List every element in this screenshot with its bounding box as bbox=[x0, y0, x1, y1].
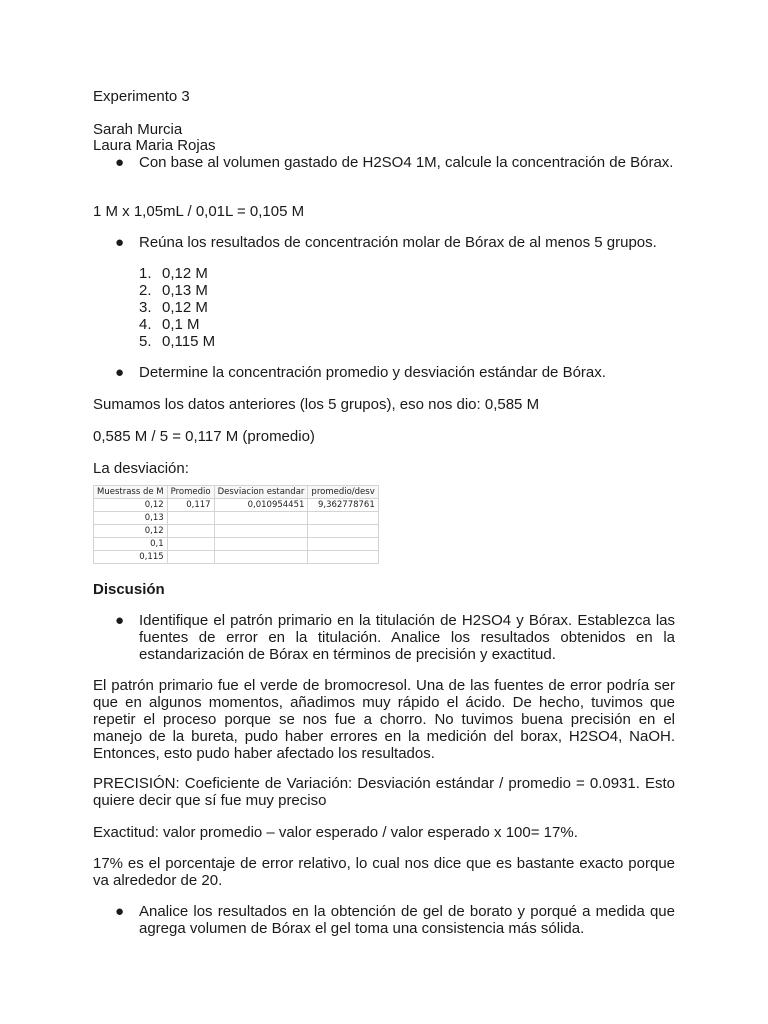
table-row bbox=[94, 499, 379, 512]
table-cell bbox=[214, 525, 308, 538]
calculation-1: 1 M x 1,05mL / 0,01L = 0,105 M bbox=[93, 203, 305, 220]
table-cell bbox=[308, 525, 378, 538]
column-header: Desviacion estandar bbox=[214, 486, 308, 499]
deviation-label: La desviación: bbox=[93, 460, 189, 477]
table-cell: 0,12 bbox=[94, 525, 168, 538]
spreadsheet-table bbox=[93, 485, 379, 564]
question-4-text: Identifique el patrón primario en la titulación de H2SO4 y Bórax. Establezca las fuentes de error en la titulación. Analice los resultados obtenidos en la estandarización de Bórax en términos de precisión y exactitud. bbox=[139, 612, 675, 663]
question-5 bbox=[115, 903, 675, 937]
list-item: 1. 0,12 M bbox=[139, 265, 208, 282]
author-2: Laura Maria Rojas bbox=[93, 137, 216, 154]
column-header: Promedio bbox=[167, 486, 214, 499]
table-cell bbox=[308, 538, 378, 551]
table-row bbox=[94, 512, 379, 525]
table-cell bbox=[308, 551, 378, 564]
table-cell bbox=[167, 525, 214, 538]
question-4 bbox=[115, 612, 675, 663]
table-cell: 0,12 bbox=[94, 499, 168, 512]
author-1: Sarah Murcia bbox=[93, 121, 183, 138]
table-cell bbox=[167, 538, 214, 551]
table-header-row bbox=[94, 486, 379, 499]
table-row bbox=[94, 551, 379, 564]
table-row bbox=[94, 525, 379, 538]
table-cell: 9,362778761 bbox=[308, 499, 378, 512]
paragraph-accuracy: Exactitud: valor promedio – valor esperado / valor esperado x 100= 17%. bbox=[93, 824, 578, 841]
paragraph-primary-pattern: El patrón primario fue el verde de bromocresol. Una de las fuentes de error podría ser que en algunos momentos, añadimos muy rápido el ácido. De hecho, tuvimos que repetir el proceso porque se nos fue a chorro. No tuvimos buena precisión en el manejo de la bureta, pudo haber errores en la medición del borax, H2SO4, NaOH. Entonces, esto pudo haber afectado los resultados. bbox=[93, 677, 675, 762]
table-cell: 0,115 bbox=[94, 551, 168, 564]
question-5-text: Analice los resultados en la obtención de gel de borato y porqué a medida que agrega volumen de Bórax el gel toma una consistencia más sólida. bbox=[139, 903, 675, 937]
table-cell bbox=[214, 551, 308, 564]
table-cell: 0,1 bbox=[94, 538, 168, 551]
bullet-icon: ● bbox=[115, 612, 125, 629]
table-cell bbox=[167, 512, 214, 525]
question-3 bbox=[115, 364, 675, 381]
table-cell: 0,13 bbox=[94, 512, 168, 525]
bullet-icon: ● bbox=[115, 903, 125, 920]
list-item: 2. 0,13 M bbox=[139, 282, 208, 299]
table-row bbox=[94, 538, 379, 551]
question-1 bbox=[115, 154, 675, 171]
table-cell bbox=[214, 512, 308, 525]
question-3-text: Determine la concentración promedio y desviación estándar de Bórax. bbox=[139, 364, 606, 381]
sum-text: Sumamos los datos anteriores (los 5 grupos), eso nos dio: 0,585 M bbox=[93, 396, 540, 413]
column-header: Muestrass de M bbox=[94, 486, 168, 499]
list-item: 4. 0,1 M bbox=[139, 316, 200, 333]
question-1-text: Con base al volumen gastado de H2SO4 1M, calcule la concentración de Bórax. bbox=[139, 154, 674, 171]
question-2-text: Reúna los resultados de concentración molar de Bórax de al menos 5 grupos. bbox=[139, 234, 657, 251]
bullet-icon: ● bbox=[115, 234, 125, 251]
column-header: promedio/desv bbox=[308, 486, 378, 499]
table-cell bbox=[167, 551, 214, 564]
table-cell: 0,117 bbox=[167, 499, 214, 512]
table-cell bbox=[214, 538, 308, 551]
discussion-heading: Discusión bbox=[93, 581, 165, 598]
list-item: 5. 0,115 M bbox=[139, 333, 216, 350]
paragraph-precision: PRECISIÓN: Coeficiente de Variación: Desviación estándar / promedio = 0.0931. Esto quiere decir que sí fue muy preciso bbox=[93, 775, 675, 809]
table-cell bbox=[308, 512, 378, 525]
paragraph-relative-error: 17% es el porcentaje de error relativo, lo cual nos dice que es bastante exacto porque va alrededor de 20. bbox=[93, 855, 675, 889]
average-text: 0,585 M / 5 = 0,117 M (promedio) bbox=[93, 428, 315, 445]
question-2 bbox=[115, 234, 675, 251]
bullet-icon: ● bbox=[115, 364, 125, 381]
table-cell: 0,010954451 bbox=[214, 499, 308, 512]
list-item: 3. 0,12 M bbox=[139, 299, 208, 316]
bullet-icon: ● bbox=[115, 154, 125, 171]
document-title: Experimento 3 bbox=[93, 88, 190, 105]
